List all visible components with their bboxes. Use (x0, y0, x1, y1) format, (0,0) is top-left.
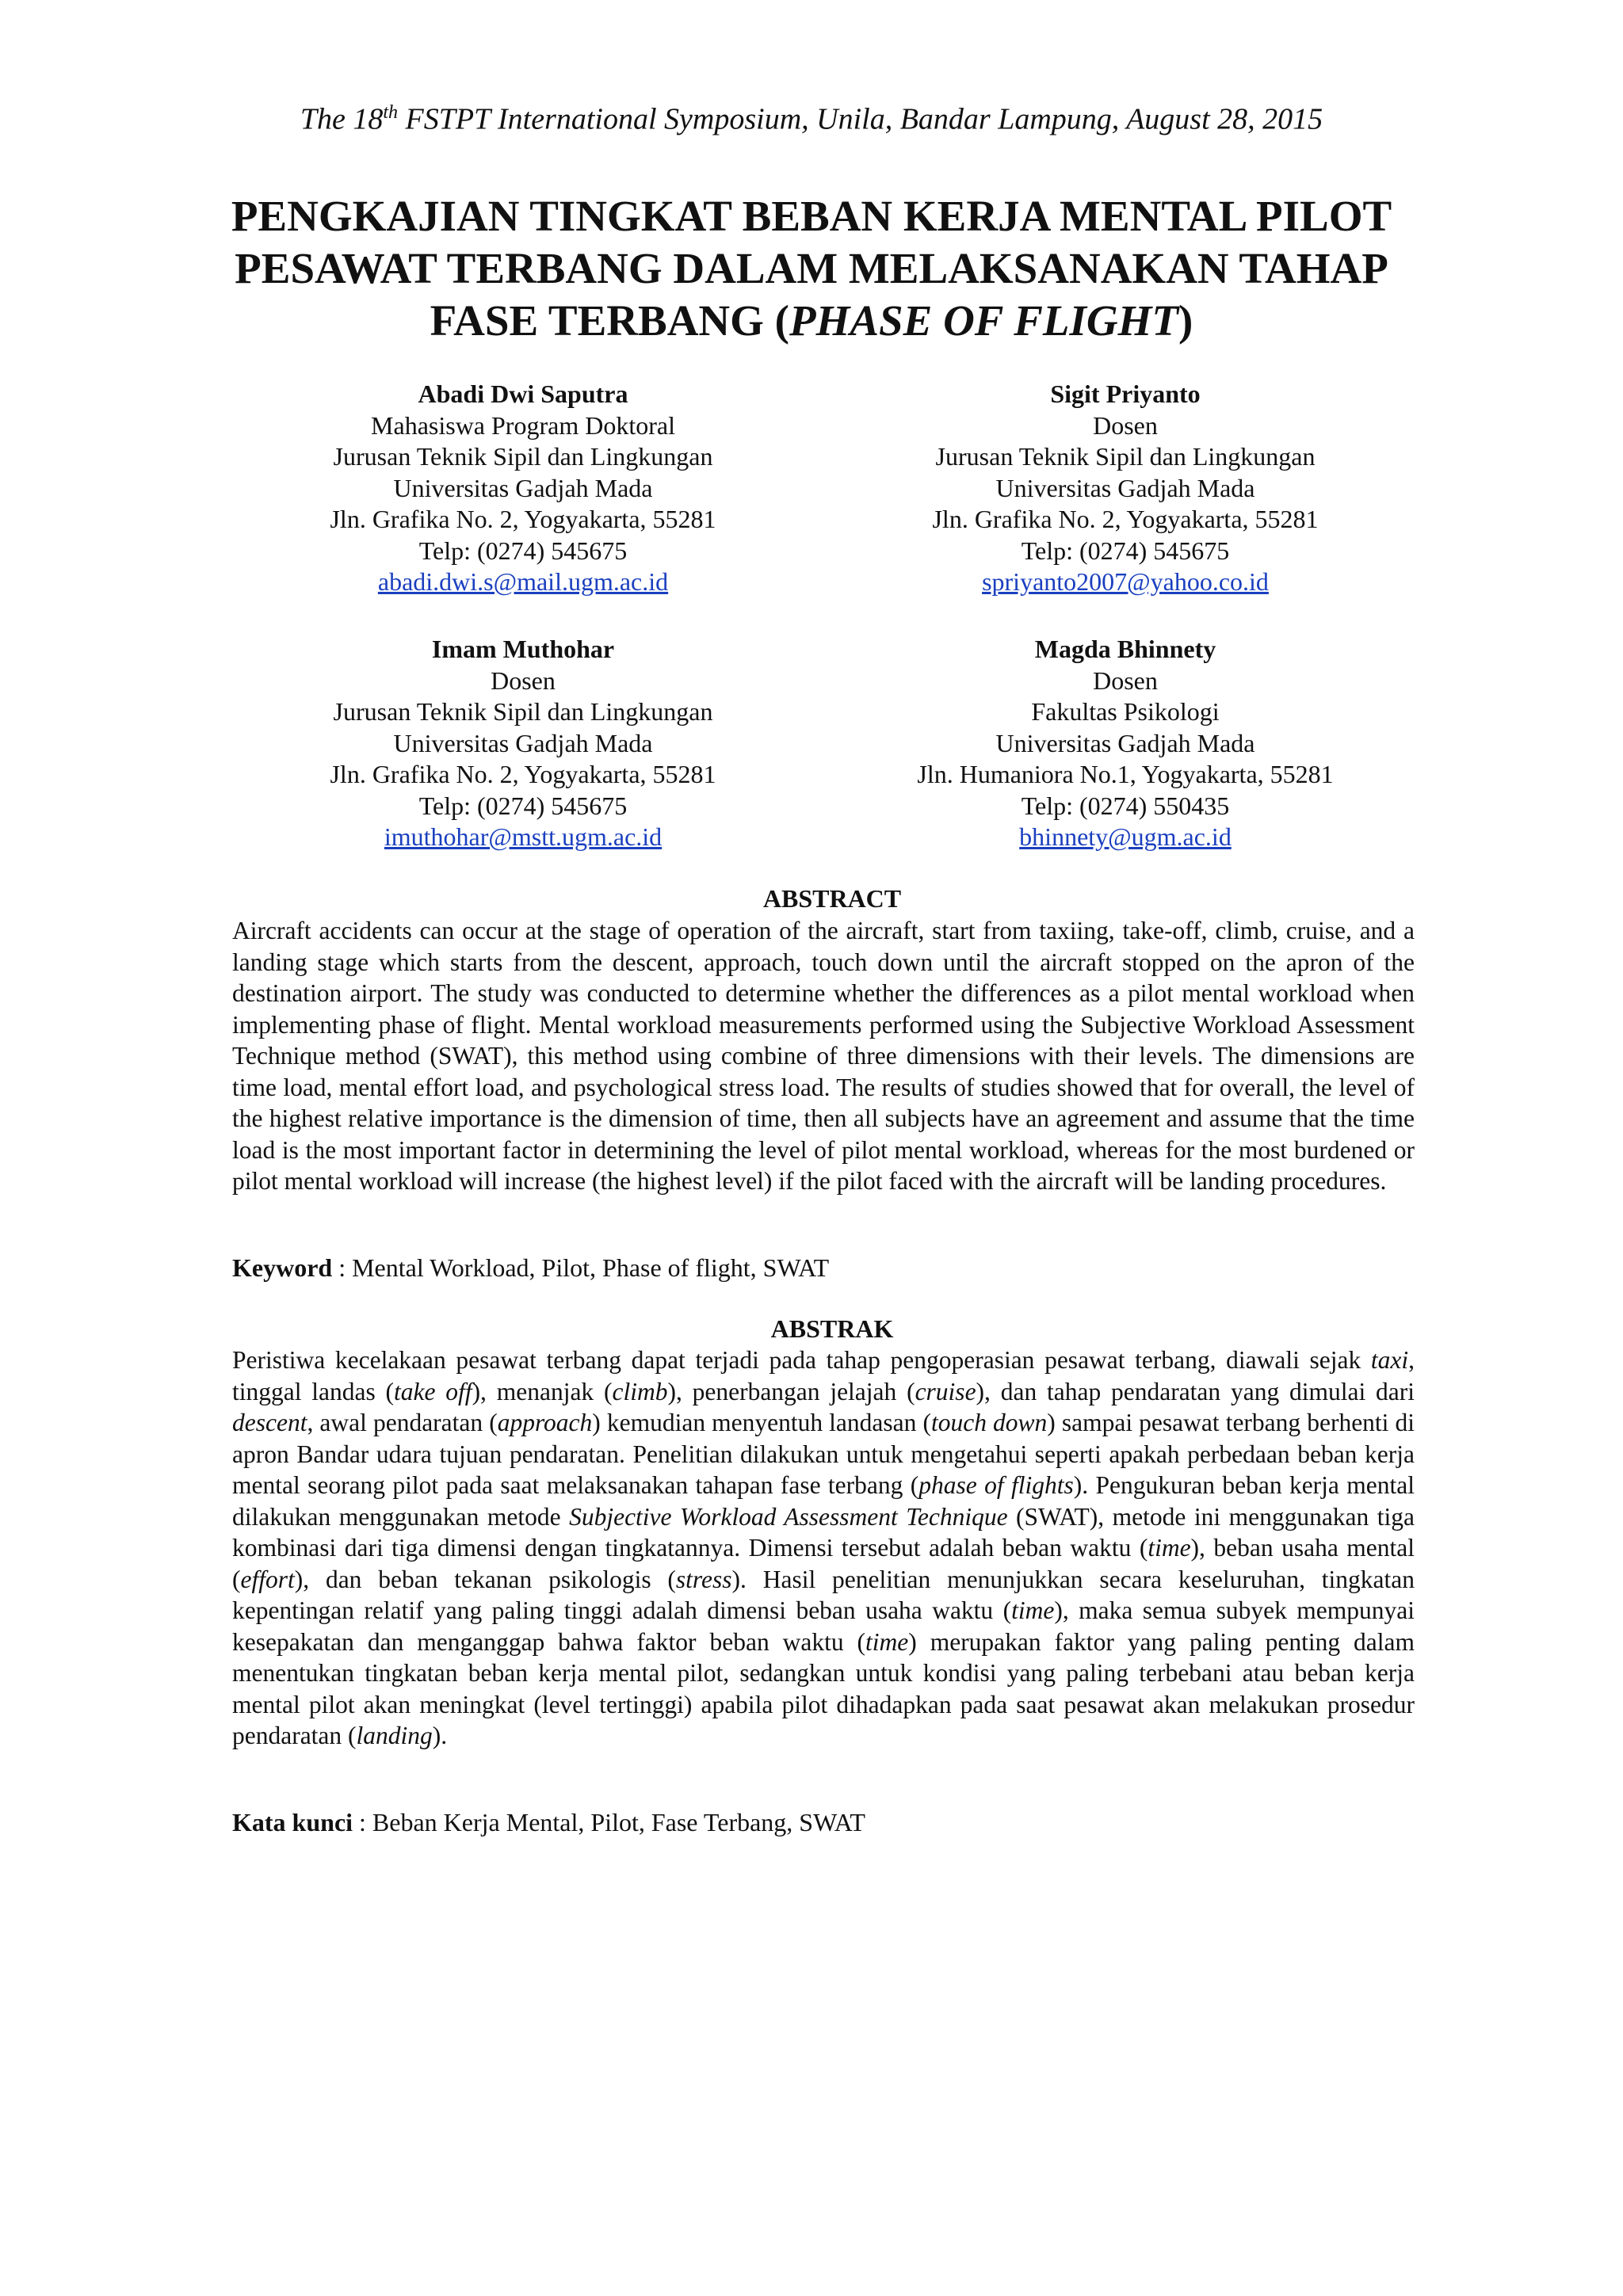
abstrak-text-run: ) merupakan faktor yang paling penting dalam menentukan tingkatan beban kerja mental pilot, sedangkan untuk kondisi yang paling terbebani atau beban kerja mental pilot akan meningkat (level tertinggi) apabila pilot dihadapkan pada saat pesawat akan melakukan prosedur pendaratan ( (232, 1627, 1415, 1749)
abstrak-italic-term: touch down (930, 1409, 1048, 1436)
title-line-3 (158, 295, 1465, 347)
kata-kunci-label: Kata kunci (232, 1808, 353, 1836)
header-rest: FSTPT International Symposium, Unila, Bandar Lampung, August 28, 2015 (398, 102, 1323, 136)
abstrak-italic-term: landing (356, 1722, 433, 1749)
paper-title (158, 190, 1465, 347)
author-university: Universitas Gadjah Mada (393, 728, 653, 757)
abstrak-heading: ABSTRAK (770, 1314, 894, 1343)
kata-kunci-line (232, 1806, 1415, 1838)
abstrak-italic-term: taxi (1370, 1346, 1409, 1374)
abstrak-italic-term: stress (675, 1565, 732, 1593)
author-phone: Telp: (0274) 545675 (1021, 536, 1230, 565)
kata-kunci-text: : Beban Kerja Mental, Pilot, Fase Terbang, SWAT (353, 1808, 865, 1836)
abstrak-italic-term: Subjective Workload Assessment Technique (569, 1502, 1008, 1531)
author-role: Dosen (1093, 666, 1158, 695)
author-email-link[interactable]: spriyanto2007@yahoo.co.id (982, 567, 1269, 596)
keyword-text: : Mental Workload, Pilot, Phase of flight, SWAT (332, 1253, 830, 1282)
abstrak-italic-term: time (865, 1627, 909, 1656)
abstrak-italic-term: time (1011, 1596, 1055, 1624)
keyword-line (232, 1252, 1415, 1283)
keyword-label: Keyword (232, 1253, 333, 1282)
author-role: Dosen (491, 666, 556, 695)
abstrak-text-run: , tinggal landas ( (232, 1346, 1415, 1405)
abstrak-italic-term: cruise (915, 1377, 976, 1405)
author-address: Jln. Grafika No. 2, Yogyakarta, 55281 (330, 505, 716, 533)
author-phone: Telp: (0274) 545675 (418, 536, 628, 565)
title-line-2: PESAWAT TERBANG DALAM MELAKSANAKAN TAHAP (235, 244, 1388, 292)
author-block (832, 634, 1419, 853)
abstract-text: Aircraft accidents can occur at the stage of operation of the aircraft, start from taxiing, take-off, climb, cruise, and a landing stage which starts from the descent, approach, touch down until the aircraft stopped on the apron of the destination airport. The study was conducted to determine whether the differences as a pilot mental workload when implementing phase of flight. Mental workload measurements performed using the Subjective Workload Assessment Technique method (SWAT), this method using combine of three dimensions with their levels. The dimensions are time load, mental effort load, and psychological stress load. The results of studies showed that for overall, the level of the highest relative importance is the dimension of time, then all subjects have an agreement and assume that the time load is the most important factor in determining the level of pilot mental workload, whereas for the most burdened or pilot mental workload will increase (the highest level) if the pilot faced with the aircraft will be landing procedures. (232, 917, 1415, 1195)
header-superscript: th (383, 102, 398, 123)
author-name: Sigit Priyanto (1050, 379, 1201, 408)
abstrak-italic-term: take off (394, 1377, 472, 1405)
abstrak-text (232, 1344, 1415, 1752)
author-university: Universitas Gadjah Mada (995, 728, 1255, 757)
author-role: Mahasiswa Program Doktoral (371, 410, 675, 440)
abstrak-text-run: ), beban usaha mental ( (232, 1534, 1415, 1593)
author-email-link[interactable]: abadi.dwi.s@mail.ugm.ac.id (377, 567, 669, 596)
abstrak-text-run: ). Hasil penelitian menunjukkan secara keseluruhan, tingkatan kepentingan relatif yang paling tinggi adalah dimensi beban usaha waktu ( (232, 1565, 1415, 1624)
author-address: Jln. Grafika No. 2, Yogyakarta, 55281 (330, 760, 716, 788)
author-email-link[interactable]: bhinnety@ugm.ac.id (1019, 822, 1232, 851)
abstrak-text-run: ), dan tahap pendaratan yang dimulai dari (976, 1377, 1415, 1405)
author-university: Universitas Gadjah Mada (995, 473, 1255, 502)
title-line-3-suffix: ) (1178, 296, 1193, 345)
header-prefix: The 18 (300, 102, 384, 136)
abstrak-text-run: ). (432, 1722, 448, 1749)
author-university: Universitas Gadjah Mada (393, 473, 653, 502)
abstrak-text-run: Peristiwa kecelakaan pesawat terbang dapat terjadi pada tahap pengoperasian pesawat terbang, diawali sejak (232, 1346, 1371, 1374)
abstrak-text-run: ), penerbangan jelajah ( (667, 1377, 915, 1405)
title-line-3-italic: PHASE OF FLIGHT (789, 296, 1179, 345)
abstrak-italic-term: descent (232, 1409, 307, 1436)
abstrak-italic-term: time (1148, 1534, 1191, 1562)
abstrak-text-run: ), menanjak ( (472, 1377, 613, 1405)
abstract-heading: ABSTRACT (762, 884, 902, 913)
abstrak-text-run: (SWAT), metode ini menggunakan tiga kombinasi dari tiga dimensi dengan tingkatannya. Dimensi tersebut adalah beban waktu ( (232, 1502, 1415, 1562)
conference-header (0, 93, 1623, 139)
author-name: Magda Bhinnety (1034, 635, 1216, 663)
abstrak-text-run: ), dan beban tekanan psikologis ( (294, 1565, 676, 1593)
abstrak-italic-term: approach (497, 1409, 593, 1436)
author-phone: Telp: (0274) 550435 (1021, 791, 1230, 820)
author-block (230, 379, 816, 598)
title-line-1: PENGKAJIAN TINGKAT BEBAN KERJA MENTAL PILOT (231, 192, 1392, 240)
title-line-3-prefix: FASE TERBANG ( (430, 296, 789, 345)
author-address: Jln. Grafika No. 2, Yogyakarta, 55281 (932, 505, 1319, 533)
abstrak-text-run: ) sampai pesawat terbang berhenti di apron Bandar udara tujuan pendaratan. Penelitian dilakukan untuk mengetahui seperti apakah perbedaan beban kerja mental seorang pilot pada saat melaksanakan tahapan fase terbang ( (232, 1409, 1415, 1499)
abstrak-text-run: ), maka semua subyek mempunyai kesepakatan dan menganggap bahwa faktor beban waktu ( (232, 1596, 1415, 1656)
author-block (230, 634, 816, 853)
author-department: Jurusan Teknik Sipil dan Lingkungan (333, 442, 713, 471)
author-name: Abadi Dwi Saputra (418, 379, 628, 408)
author-address: Jln. Humaniora No.1, Yogyakarta, 55281 (917, 760, 1334, 788)
author-block (832, 379, 1419, 598)
author-department: Fakultas Psikologi (1031, 697, 1220, 726)
abstrak-italic-term: climb (612, 1377, 668, 1405)
author-email-link[interactable]: imuthohar@mstt.ugm.ac.id (384, 822, 663, 851)
abstrak-text-run: ). Pengukuran beban kerja mental dilakukan menggunakan metode (232, 1471, 1415, 1531)
author-name: Imam Muthohar (431, 635, 615, 663)
author-role: Dosen (1093, 410, 1158, 440)
abstrak-text-run: , awal pendaratan ( (307, 1409, 498, 1436)
author-department: Jurusan Teknik Sipil dan Lingkungan (333, 697, 713, 726)
abstrak-text-run: ) kemudian menyentuh landasan ( (592, 1409, 931, 1436)
abstrak-italic-term: effort (240, 1565, 295, 1593)
abstrak-italic-term: phase of flights (918, 1471, 1074, 1499)
author-department: Jurusan Teknik Sipil dan Lingkungan (935, 442, 1316, 471)
author-phone: Telp: (0274) 545675 (418, 791, 628, 820)
